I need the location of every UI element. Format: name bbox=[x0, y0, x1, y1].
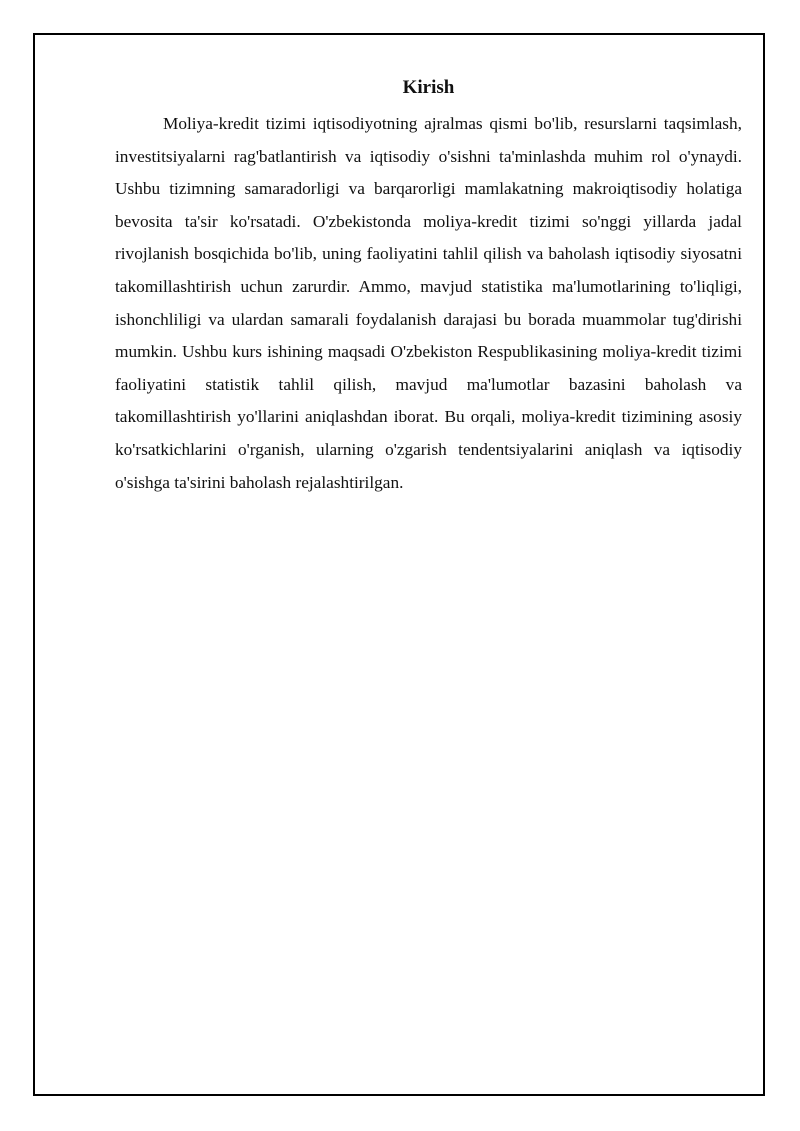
body-paragraph: Moliya-kredit tizimi iqtisodiyotning ajralmas qismi bo'lib, resurslarni taqsimlash, investitsiyalarni rag'batlantirish va iqtisodiy o'sishni ta'minlashda muhim rol o'ynaydi. Ushbu tizimning samaradorligi va barqarorligi mamlakatning makroiqtisodiy holatiga bevosita ta'sir ko'rsatadi. O'zbekistonda moliya-kredit tizimi so'nggi yillarda jadal rivojlanish bosqichida bo'lib, uning faoliyatini tahlil qilish va baholash iqtisodiy siyosatni takomillashtirish uchun zarurdir. Ammo, mavjud statistika ma'lumotlarining to'liqligi, ishonchliligi va ulardan samarali foydalanish darajasi bu borada muammolar tug'dirishi mumkin. Ushbu kurs ishining maqsadi O'zbekiston Respublikasining moliya-kredit tizimi faoliyatini statistik tahlil qilish, mavjud ma'lumotlar bazasini baholash va takomillashtirish yo'llarini aniqlashdan iborat. Bu orqali, moliya-kredit tizimining asosiy ko'rsatkichlarini o'rganish, ularning o'zgarish tendentsiyalarini aniqlash va iqtisodiy o'sishga ta'sirini baholash rejalashtirilgan. bbox=[115, 114, 742, 492]
page-content bbox=[115, 74, 742, 499]
section-title: Kirish bbox=[402, 77, 455, 98]
